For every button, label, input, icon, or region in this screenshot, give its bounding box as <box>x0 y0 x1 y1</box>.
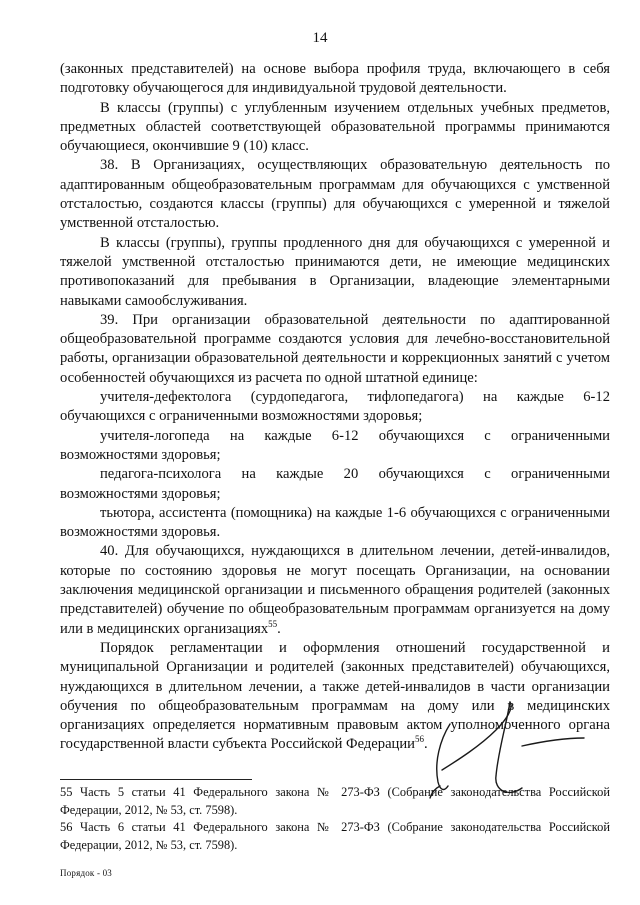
paragraph-extended-day-groups: В классы (группы), группы продленного дня для обучающихся с умеренной и тяжелой умственной отсталостью принимаются дети, не имеющие медицинских противопоказаний для пребывания в Организации, владеющие элементарными навыками самообслуживания. <box>60 234 610 309</box>
list-item-defectologist: учителя-дефектолога (сурдопедагога, тифлопедагога) на каждые 6-12 обучающихся с ограниченными возможностями здоровья; <box>60 389 610 425</box>
footnote-ref-55: 55 <box>268 618 278 629</box>
list-item-speech-therapist: учителя-логопеда на каждые 6-12 обучающихся с ограниченными возможностями здоровья; <box>60 427 610 463</box>
paragraph-regulation-order: Порядок регламентации и оформления отношений государственной и муниципальной Организации и родителей (законных представителей) обучающихся, нуждающихся в длительном лечении, а также детей-инвалидов в части организации обучения по общеобразовательным программам на дому или в медицинских организациях определяется нормативным правовым актом уполномоченного органа государственной власти субъекта Российской Федерации$^{56}$. <box>60 639 610 753</box>
footnotes <box>60 784 610 854</box>
signature-stroke-tail <box>522 738 584 746</box>
paragraph-38: 38. В Организациях, осуществляющих образовательную деятельность по адаптированным общеобразовательным программам для обучающихся с умственной отсталостью, создаются классы (группы) для обучающихся с умеренной и тяжелой умственной отсталостью. <box>60 157 610 232</box>
footnote-56: 56 Часть 6 статьи 41 Федерального закона № 273-ФЗ (Собрание законодательства Российской Федерации, 2012, № 53, ст. 7598). <box>60 820 610 852</box>
footnote-55: 55 Часть 5 статьи 41 Федерального закона № 273-ФЗ (Собрание законодательства Российской Федерации, 2012, № 53, ст. 7598). <box>60 785 610 817</box>
footnote-ref-56: 56 <box>414 734 424 745</box>
paragraph-regulation-text: Порядок регламентации и оформления отношений государственной и муниципальной Организации и родителей (законных представителей) обучающихся, нуждающихся в длительном лечении, а также детей-инвалидов в части организации обучения по общеобразовательным программам на дому или в медицинских организациях определяется нормативным правовым актом уполномоченного органа государственной власти субъекта Российской Федерации <box>60 639 610 753</box>
footer-document-code: Порядок - 03 <box>60 868 112 878</box>
page-number: 14 <box>312 30 328 46</box>
paragraph-40: 40. Для обучающихся, нуждающихся в длительном лечении, детей-инвалидов, которые по состоянию здоровья не могут посещать Организации, на основании заключения медицинской организации и письменного обращения родителей (законных представителей) обучение по общеобразовательным программам организуется на дому или в медицинских организациях$^{55}$. <box>60 543 610 637</box>
document-body <box>60 60 610 755</box>
list-item-psychologist: педагога-психолога на каждые 20 обучающихся с ограниченными возможностями здоровья; <box>60 466 610 502</box>
paragraph-advanced-classes: В классы (группы) с углубленным изучением отдельных учебных предметов, предметных областей соответствующей образовательной программы принимаются обучающиеся, окончившие 9 (10) класс. <box>60 99 610 155</box>
paragraph-39: 39. При организации образовательной деятельности по адаптированной общеобразовательной программе создаются условия для лечебно-восстановительной работы, организации образовательной деятельности и коррекционных занятий с учетом особенностей обучающихся из расчета по одной штатной единице: <box>60 311 610 386</box>
paragraph-40-text: 40. Для обучающихся, нуждающихся в длительном лечении, детей-инвалидов, которые по состоянию здоровья не могут посещать Организации, на основании заключения медицинской организации и письменного обращения родителей (законных представителей) обучение по общеобразовательным программам организуется на дому или в медицинских организациях <box>60 543 610 637</box>
signature-stroke-loop <box>442 702 511 770</box>
footnote-separator <box>60 779 252 780</box>
paragraph-continuation: (законных представителей) на основе выбора профиля труда, включающего в себя подготовку обучающегося для индивидуальной трудовой деятельности. <box>60 61 610 97</box>
list-item-tutor: тьютора, ассистента (помощника) на каждые 1-6 обучающихся с ограниченными возможностями здоровья. <box>60 504 610 541</box>
signature-stroke-descender <box>496 702 522 792</box>
signature-stroke-left <box>437 724 450 789</box>
